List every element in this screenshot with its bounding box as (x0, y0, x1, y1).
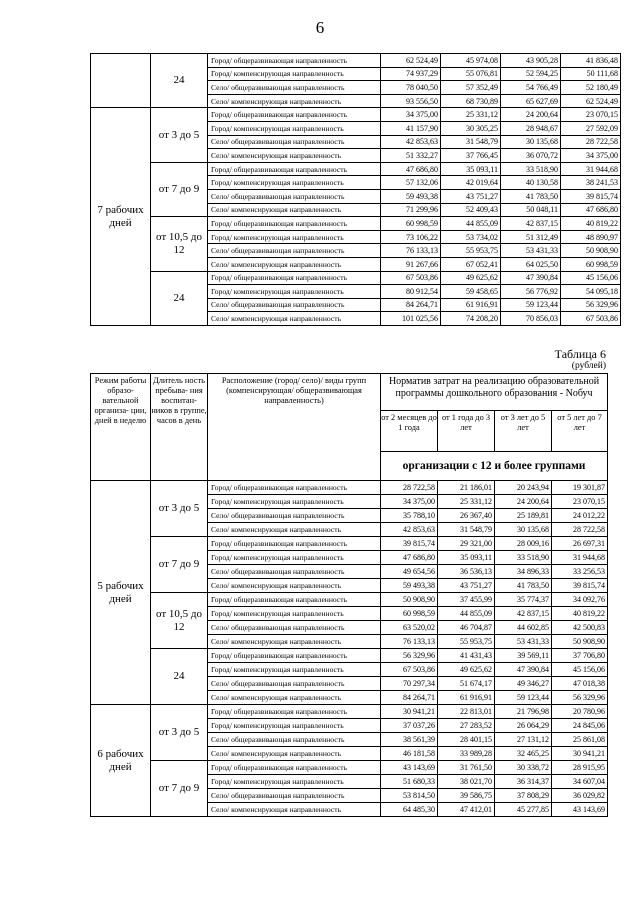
value-cell: 27 131,12 (495, 733, 552, 747)
value-cell: 37 037,26 (381, 719, 438, 733)
location-cell: Город/ компенсирующая направленность (208, 67, 381, 81)
value-cell: 38 561,39 (381, 733, 438, 747)
value-cell: 55 953,75 (441, 244, 501, 258)
value-cell: 30 941,21 (552, 747, 608, 761)
duration-cell: от 7 до 9 (151, 761, 208, 817)
location-cell: Село/ компенсирующая направленность (208, 803, 381, 817)
value-cell: 24 200,64 (501, 108, 561, 122)
value-cell: 64 485,30 (381, 803, 438, 817)
value-cell: 39 815,74 (381, 537, 438, 551)
table-row (91, 54, 621, 68)
value-cell: 40 130,58 (501, 176, 561, 190)
value-cell: 28 722,58 (561, 135, 621, 149)
value-cell: 93 556,50 (381, 94, 441, 108)
location-cell: Город/ общеразвивающая направленность (208, 108, 381, 122)
value-cell: 41 157,90 (381, 121, 441, 135)
duration-cell: от 7 до 9 (151, 537, 208, 593)
value-cell: 49 625,62 (438, 663, 495, 677)
value-cell: 35 093,11 (441, 162, 501, 176)
value-cell: 20 243,94 (495, 481, 552, 495)
value-cell: 35 788,10 (381, 509, 438, 523)
value-cell: 26 064,29 (495, 719, 552, 733)
mode-cell: 7 рабочих дней (91, 108, 151, 326)
value-cell: 42 853,63 (381, 135, 441, 149)
value-cell: 31 944,68 (561, 162, 621, 176)
table-row (91, 761, 608, 775)
value-cell: 30 338,72 (495, 761, 552, 775)
value-cell: 63 520,02 (381, 621, 438, 635)
location-cell: Город/ общеразвивающая направленность (208, 162, 381, 176)
location-cell: Село/ компенсирующая направленность (208, 747, 381, 761)
value-cell: 41 836,48 (561, 54, 621, 68)
value-cell: 57 352,49 (441, 81, 501, 95)
header-norm: Норматив затрат на реализацию образовательной программы дошкольного образования - Nобуч (381, 374, 608, 411)
value-cell: 47 018,38 (552, 677, 608, 691)
table-row (91, 649, 608, 663)
location-cell: Село/ общеразвивающая направленность (208, 135, 381, 149)
value-cell: 40 819,22 (552, 607, 608, 621)
value-cell: 31 944,68 (552, 551, 608, 565)
table-row (91, 593, 608, 607)
table-row (91, 481, 608, 495)
value-cell: 37 706,80 (552, 649, 608, 663)
value-cell: 45 156,06 (561, 271, 621, 285)
value-cell: 67 503,86 (381, 663, 438, 677)
value-cell: 42 837,15 (501, 217, 561, 231)
value-cell: 67 503,86 (561, 312, 621, 326)
value-cell: 73 106,22 (381, 230, 441, 244)
value-cell: 53 431,33 (501, 244, 561, 258)
location-cell: Город/ компенсирующая направленность (208, 176, 381, 190)
value-cell: 101 025,56 (381, 312, 441, 326)
value-cell: 28 948,67 (501, 121, 561, 135)
location-cell: Город/ общеразвивающая направленность (208, 761, 381, 775)
value-cell: 34 896,33 (495, 565, 552, 579)
location-cell: Село/ общеразвивающая направленность (208, 789, 381, 803)
value-cell: 37 455,99 (438, 593, 495, 607)
value-cell: 34 092,76 (552, 593, 608, 607)
location-cell: Город/ общеразвивающая направленность (208, 705, 381, 719)
value-cell: 24 200,64 (495, 495, 552, 509)
location-cell: Город/ компенсирующая направленность (208, 495, 381, 509)
value-cell: 49 654,56 (381, 565, 438, 579)
value-cell: 26 367,40 (438, 509, 495, 523)
value-cell: 80 912,54 (381, 285, 441, 299)
header-age-3: от 5 лет до 7 лет (552, 411, 608, 452)
value-cell: 44 855,09 (438, 607, 495, 621)
value-cell: 45 277,85 (495, 803, 552, 817)
value-cell: 30 135,68 (495, 523, 552, 537)
value-cell: 50 908,90 (552, 635, 608, 649)
value-cell: 61 916,91 (441, 298, 501, 312)
value-cell: 39 586,75 (438, 789, 495, 803)
value-cell: 33 989,28 (438, 747, 495, 761)
duration-cell: 24 (151, 271, 208, 325)
value-cell: 84 264,71 (381, 691, 438, 705)
value-cell: 32 465,25 (495, 747, 552, 761)
value-cell: 28 401,15 (438, 733, 495, 747)
value-cell: 33 518,90 (501, 162, 561, 176)
value-cell: 76 133,13 (381, 244, 441, 258)
location-cell: Город/ компенсирующая направленность (208, 285, 381, 299)
value-cell: 42 837,15 (495, 607, 552, 621)
table-caption: Таблица 6 (554, 347, 606, 361)
value-cell: 49 625,62 (441, 271, 501, 285)
value-cell: 64 025,50 (501, 257, 561, 271)
value-cell: 35 774,37 (495, 593, 552, 607)
value-cell: 37 766,45 (441, 149, 501, 163)
location-cell: Село/ общеразвивающая направленность (208, 509, 381, 523)
value-cell: 41 783,50 (495, 579, 552, 593)
value-cell: 23 070,15 (561, 108, 621, 122)
value-cell: 52 594,25 (501, 67, 561, 81)
value-cell: 91 267,66 (381, 257, 441, 271)
value-cell: 54 095,18 (561, 285, 621, 299)
duration-cell: 24 (151, 54, 208, 108)
value-cell: 50 111,68 (561, 67, 621, 81)
location-cell: Город/ общеразвивающая направленность (208, 217, 381, 231)
mode-cell: 6 рабочих дней (91, 705, 151, 817)
value-cell: 24 845,06 (552, 719, 608, 733)
value-cell: 55 953,75 (438, 635, 495, 649)
value-cell: 27 283,52 (438, 719, 495, 733)
header-location: Расположение (город/ село)/ виды групп (компенсирующая/ общеразвивающая направленность) (208, 374, 381, 481)
value-cell: 52 409,43 (441, 203, 501, 217)
value-cell: 51 332,27 (381, 149, 441, 163)
value-cell: 61 916,91 (438, 691, 495, 705)
value-cell: 59 123,44 (495, 691, 552, 705)
value-cell: 54 766,49 (501, 81, 561, 95)
value-cell: 47 686,80 (561, 203, 621, 217)
location-cell: Село/ общеразвивающая направленность (208, 81, 381, 95)
location-cell: Город/ компенсирующая направленность (208, 719, 381, 733)
value-cell: 53 814,50 (381, 789, 438, 803)
value-cell: 56 776,92 (501, 285, 561, 299)
value-cell: 84 264,71 (381, 298, 441, 312)
value-cell: 25 331,12 (441, 108, 501, 122)
value-cell: 59 493,38 (381, 579, 438, 593)
value-cell: 38 021,70 (438, 775, 495, 789)
location-cell: Село/ компенсирующая направленность (208, 312, 381, 326)
value-cell: 56 329,96 (552, 691, 608, 705)
value-cell: 30 941,21 (381, 705, 438, 719)
value-cell: 46 181,58 (381, 747, 438, 761)
value-cell: 36 314,37 (495, 775, 552, 789)
value-cell: 74 937,29 (381, 67, 441, 81)
value-cell: 21 186,01 (438, 481, 495, 495)
location-cell: Город/ общеразвивающая направленность (208, 481, 381, 495)
value-cell: 45 974,08 (441, 54, 501, 68)
duration-cell: от 10,5 до 12 (151, 593, 208, 649)
duration-cell: от 7 до 9 (151, 162, 208, 216)
value-cell: 47 412,01 (438, 803, 495, 817)
value-cell: 67 052,41 (441, 257, 501, 271)
value-cell: 39 569,11 (495, 649, 552, 663)
location-cell: Город/ общеразвивающая направленность (208, 649, 381, 663)
page-number: 6 (315, 18, 325, 37)
location-cell: Село/ компенсирующая направленность (208, 257, 381, 271)
mode-cell (91, 54, 151, 108)
table-row (91, 108, 621, 122)
value-cell: 51 312,49 (501, 230, 561, 244)
value-cell: 34 375,00 (561, 149, 621, 163)
value-cell: 25 331,12 (438, 495, 495, 509)
value-cell: 36 029,82 (552, 789, 608, 803)
value-cell: 46 704,87 (438, 621, 495, 635)
table-continuation (90, 53, 621, 326)
location-cell: Город/ компенсирующая направленность (208, 551, 381, 565)
value-cell: 39 815,74 (552, 579, 608, 593)
location-cell: Село/ общеразвивающая направленность (208, 189, 381, 203)
value-cell: 56 329,96 (561, 298, 621, 312)
value-cell: 43 751,27 (441, 189, 501, 203)
header-age-2: от 3 лет до 5 лет (495, 411, 552, 452)
value-cell: 50 048,11 (501, 203, 561, 217)
value-cell: 41 431,43 (438, 649, 495, 663)
table-row (91, 705, 608, 719)
value-cell: 50 908,90 (381, 593, 438, 607)
header-age-1: от 1 года до 3 лет (438, 411, 495, 452)
value-cell: 41 783,50 (501, 189, 561, 203)
value-cell: 70 297,34 (381, 677, 438, 691)
value-cell: 34 375,00 (381, 108, 441, 122)
value-cell: 37 808,29 (495, 789, 552, 803)
value-cell: 76 133,13 (381, 635, 438, 649)
value-cell: 26 697,31 (552, 537, 608, 551)
value-cell: 19 301,87 (552, 481, 608, 495)
value-cell: 51 680,33 (381, 775, 438, 789)
duration-cell: 24 (151, 649, 208, 705)
header-duration: Длитель ность пребыва- ния воспитан- ников в группе, часов в день (151, 374, 208, 481)
value-cell: 51 674,17 (438, 677, 495, 691)
table-row (91, 162, 621, 176)
table-row (91, 217, 621, 231)
location-cell: Село/ компенсирующая направленность (208, 94, 381, 108)
value-cell: 57 132,06 (381, 176, 441, 190)
value-cell: 59 123,44 (501, 298, 561, 312)
value-cell: 31 761,50 (438, 761, 495, 775)
location-cell: Село/ компенсирующая направленность (208, 691, 381, 705)
location-cell: Город/ компенсирующая направленность (208, 663, 381, 677)
table-6 (90, 373, 608, 817)
value-cell: 42 853,63 (381, 523, 438, 537)
value-cell: 49 346,27 (495, 677, 552, 691)
value-cell: 31 548,79 (441, 135, 501, 149)
value-cell: 67 503,86 (381, 271, 441, 285)
table-row (91, 271, 621, 285)
location-cell: Город/ компенсирующая направленность (208, 230, 381, 244)
value-cell: 33 256,53 (552, 565, 608, 579)
location-cell: Город/ компенсирующая направленность (208, 775, 381, 789)
value-cell: 36 536,13 (438, 565, 495, 579)
location-cell: Село/ общеразвивающая направленность (208, 733, 381, 747)
value-cell: 31 548,79 (438, 523, 495, 537)
duration-cell: от 3 до 5 (151, 108, 208, 162)
value-cell: 47 686,80 (381, 551, 438, 565)
header-age-0: от 2 месяцев до 1 года (381, 411, 438, 452)
value-cell: 35 093,11 (438, 551, 495, 565)
value-cell: 30 305,25 (441, 121, 501, 135)
value-cell: 60 998,59 (381, 217, 441, 231)
value-cell: 28 915,95 (552, 761, 608, 775)
location-cell: Город/ общеразвивающая направленность (208, 593, 381, 607)
value-cell: 43 751,27 (438, 579, 495, 593)
value-cell: 47 390,84 (495, 663, 552, 677)
value-cell: 21 796,98 (495, 705, 552, 719)
value-cell: 34 607,04 (552, 775, 608, 789)
value-cell: 62 524,49 (381, 54, 441, 68)
value-cell: 59 493,38 (381, 189, 441, 203)
value-cell: 56 329,96 (381, 649, 438, 663)
value-cell: 27 592,09 (561, 121, 621, 135)
value-cell: 42 019,64 (441, 176, 501, 190)
value-cell: 52 180,49 (561, 81, 621, 95)
location-cell: Город/ общеразвивающая направленность (208, 271, 381, 285)
duration-cell: от 3 до 5 (151, 481, 208, 537)
duration-cell: от 10,5 до 12 (151, 217, 208, 271)
value-cell: 25 861,08 (552, 733, 608, 747)
value-cell: 43 143,69 (381, 761, 438, 775)
value-cell: 55 076,81 (441, 67, 501, 81)
location-cell: Село/ общеразвивающая направленность (208, 565, 381, 579)
value-cell: 25 189,81 (495, 509, 552, 523)
value-cell: 53 734,02 (441, 230, 501, 244)
mode-cell: 5 рабочих дней (91, 481, 151, 705)
location-cell: Село/ компенсирующая направленность (208, 203, 381, 217)
value-cell: 53 431,33 (495, 635, 552, 649)
value-cell: 20 780,96 (552, 705, 608, 719)
value-cell: 65 627,69 (501, 94, 561, 108)
location-cell: Село/ общеразвивающая направленность (208, 621, 381, 635)
value-cell: 70 856,03 (501, 312, 561, 326)
location-cell: Село/ компенсирующая направленность (208, 149, 381, 163)
value-cell: 78 040,50 (381, 81, 441, 95)
value-cell: 38 241,53 (561, 176, 621, 190)
value-cell: 43 905,28 (501, 54, 561, 68)
header-mode: Режим работы образо- вательной организа- ции, дней в неделю (91, 374, 151, 481)
location-cell: Село/ компенсирующая направленность (208, 635, 381, 649)
value-cell: 33 518,90 (495, 551, 552, 565)
value-cell: 50 908,90 (561, 244, 621, 258)
value-cell: 28 722,58 (381, 481, 438, 495)
location-cell: Село/ компенсирующая направленность (208, 523, 381, 537)
location-cell: Город/ общеразвивающая направленность (208, 54, 381, 68)
value-cell: 23 070,15 (552, 495, 608, 509)
value-cell: 60 998,59 (381, 607, 438, 621)
value-cell: 24 012,22 (552, 509, 608, 523)
table-units: (рублей) (571, 361, 606, 371)
value-cell: 43 143,69 (552, 803, 608, 817)
value-cell: 48 890,97 (561, 230, 621, 244)
value-cell: 47 686,80 (381, 162, 441, 176)
value-cell: 42 500,83 (552, 621, 608, 635)
value-cell: 59 458,65 (441, 285, 501, 299)
value-cell: 44 855,09 (441, 217, 501, 231)
location-cell: Село/ общеразвивающая направленность (208, 298, 381, 312)
duration-cell: от 3 до 5 (151, 705, 208, 761)
value-cell: 34 375,00 (381, 495, 438, 509)
value-cell: 39 815,74 (561, 189, 621, 203)
location-cell: Село/ компенсирующая направленность (208, 579, 381, 593)
value-cell: 29 321,00 (438, 537, 495, 551)
value-cell: 74 208,20 (441, 312, 501, 326)
value-cell: 71 299,96 (381, 203, 441, 217)
table-row (91, 537, 608, 551)
value-cell: 30 135,68 (501, 135, 561, 149)
value-cell: 45 156,06 (552, 663, 608, 677)
value-cell: 62 524,49 (561, 94, 621, 108)
value-cell: 40 819,22 (561, 217, 621, 231)
value-cell: 68 730,89 (441, 94, 501, 108)
location-cell: Город/ общеразвивающая направленность (208, 537, 381, 551)
location-cell: Город/ компенсирующая направленность (208, 121, 381, 135)
location-cell: Село/ общеразвивающая направленность (208, 677, 381, 691)
value-cell: 36 070,72 (501, 149, 561, 163)
value-cell: 44 602,85 (495, 621, 552, 635)
header-org-size: организации с 12 и более группами (381, 452, 608, 481)
value-cell: 47 390,84 (501, 271, 561, 285)
location-cell: Село/ общеразвивающая направленность (208, 244, 381, 258)
value-cell: 60 998,59 (561, 257, 621, 271)
location-cell: Город/ компенсирующая направленность (208, 607, 381, 621)
value-cell: 28 722,58 (552, 523, 608, 537)
value-cell: 22 813,01 (438, 705, 495, 719)
value-cell: 28 009,16 (495, 537, 552, 551)
